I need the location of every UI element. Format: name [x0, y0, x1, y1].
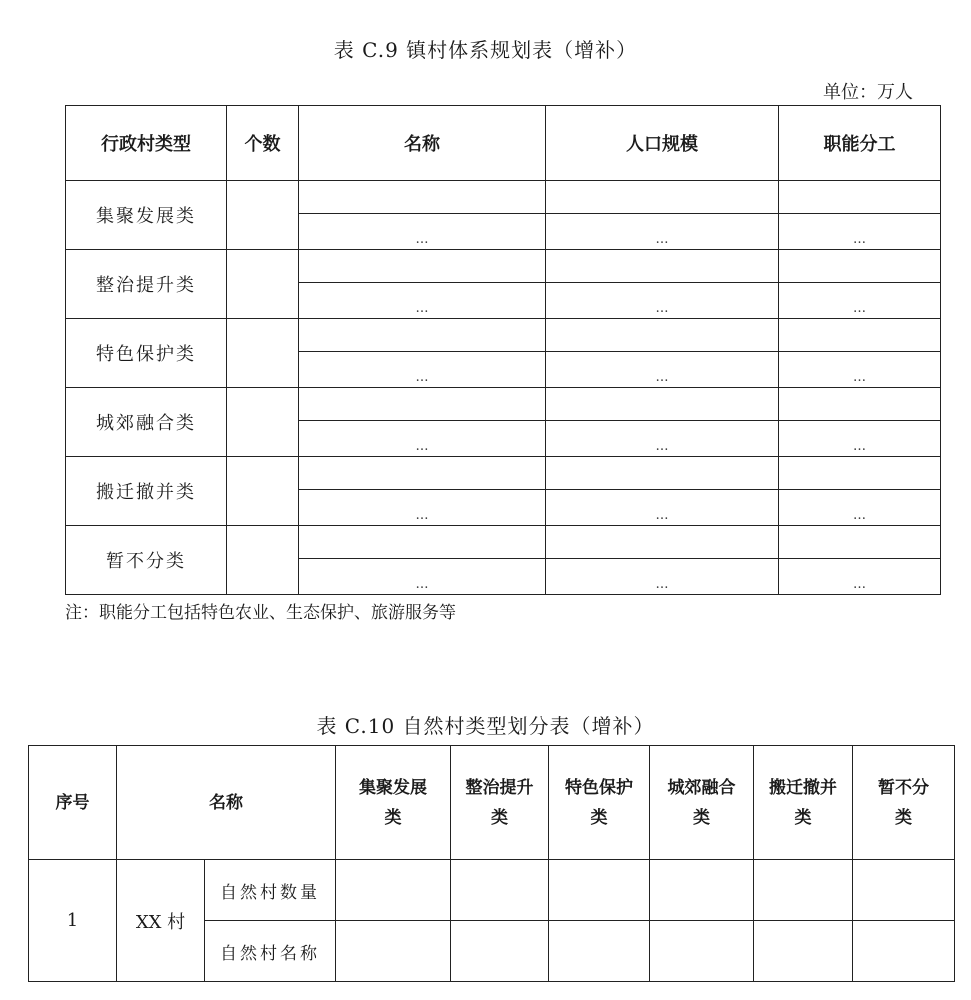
header-function: 职能分工 [779, 106, 941, 181]
village-type-cell: 特色保护类 [66, 319, 227, 388]
village-type-cell: 集聚发展类 [66, 181, 227, 250]
village-type-cell: 搬迁撤并类 [66, 457, 227, 526]
name-cell [299, 181, 546, 214]
population-cell [546, 526, 779, 559]
village-type-cell: 城郊融合类 [66, 388, 227, 457]
function-cell [779, 457, 941, 490]
name-cell [299, 319, 546, 352]
table1-title: 表 C.9 镇村体系规划表（增补） [333, 38, 638, 62]
data-cell [549, 860, 650, 921]
table1-note: 注：职能分工包括特色农业、生态保护、旅游服务等 [65, 603, 456, 623]
count-cell [227, 319, 299, 388]
ellipsis: … [546, 421, 779, 457]
ellipsis: … [779, 283, 941, 319]
count-cell [227, 457, 299, 526]
count-cell [227, 181, 299, 250]
unit-label: 单位：万人 [823, 82, 913, 103]
data-cell [650, 921, 754, 982]
table-row [66, 250, 941, 283]
header-unclassified: 暂不分类 [853, 746, 955, 860]
header-count: 个数 [227, 106, 299, 181]
function-cell [779, 319, 941, 352]
function-cell [779, 250, 941, 283]
table-row [66, 319, 941, 352]
ellipsis: … [779, 352, 941, 388]
table-header-row [29, 746, 955, 860]
village-type-cell: 整治提升类 [66, 250, 227, 319]
natural-village-count-label: 自然村数量 [205, 860, 336, 921]
table-row [29, 860, 955, 921]
table-row [66, 388, 941, 421]
data-cell [549, 921, 650, 982]
town-village-system-table [65, 105, 941, 595]
data-cell [754, 921, 853, 982]
population-cell [546, 181, 779, 214]
header-relocation-merge: 搬迁撤并类 [754, 746, 853, 860]
header-seq: 序号 [29, 746, 117, 860]
ellipsis: … [546, 283, 779, 319]
population-cell [546, 457, 779, 490]
data-cell [853, 860, 955, 921]
count-cell [227, 526, 299, 595]
table-row [66, 526, 941, 559]
village-type-cell: 暂不分类 [66, 526, 227, 595]
data-cell [650, 860, 754, 921]
natural-village-name-label: 自然村名称 [205, 921, 336, 982]
ellipsis: … [299, 490, 546, 526]
header-suburban-integration: 城郊融合类 [650, 746, 754, 860]
header-name: 名称 [299, 106, 546, 181]
population-cell [546, 319, 779, 352]
header-village-type: 行政村类型 [66, 106, 227, 181]
ellipsis: … [546, 490, 779, 526]
data-cell [336, 860, 451, 921]
data-cell [451, 860, 549, 921]
seq-cell: 1 [29, 860, 117, 982]
data-cell [754, 860, 853, 921]
function-cell [779, 388, 941, 421]
ellipsis: … [779, 559, 941, 595]
village-name-cell: XX 村 [117, 860, 205, 982]
ellipsis: … [546, 559, 779, 595]
header-name: 名称 [117, 746, 336, 860]
data-cell [451, 921, 549, 982]
ellipsis: … [299, 283, 546, 319]
ellipsis: … [299, 214, 546, 250]
name-cell [299, 526, 546, 559]
header-cluster-development: 集聚发展类 [336, 746, 451, 860]
ellipsis: … [546, 352, 779, 388]
ellipsis: … [299, 559, 546, 595]
name-cell [299, 388, 546, 421]
ellipsis: … [546, 214, 779, 250]
name-cell [299, 457, 546, 490]
natural-village-type-table [28, 745, 955, 982]
table-header-row [66, 106, 941, 181]
header-population: 人口规模 [546, 106, 779, 181]
header-renovation-upgrade: 整治提升类 [451, 746, 549, 860]
count-cell [227, 388, 299, 457]
count-cell [227, 250, 299, 319]
data-cell [336, 921, 451, 982]
ellipsis: … [299, 352, 546, 388]
ellipsis: … [779, 421, 941, 457]
ellipsis: … [779, 214, 941, 250]
ellipsis: … [779, 490, 941, 526]
table-row [66, 181, 941, 214]
function-cell [779, 181, 941, 214]
data-cell [853, 921, 955, 982]
function-cell [779, 526, 941, 559]
table2-title: 表 C.10 自然村类型划分表（增补） [316, 714, 655, 738]
table-row [66, 457, 941, 490]
population-cell [546, 388, 779, 421]
name-cell [299, 250, 546, 283]
ellipsis: … [299, 421, 546, 457]
header-characteristic-protection: 特色保护类 [549, 746, 650, 860]
population-cell [546, 250, 779, 283]
